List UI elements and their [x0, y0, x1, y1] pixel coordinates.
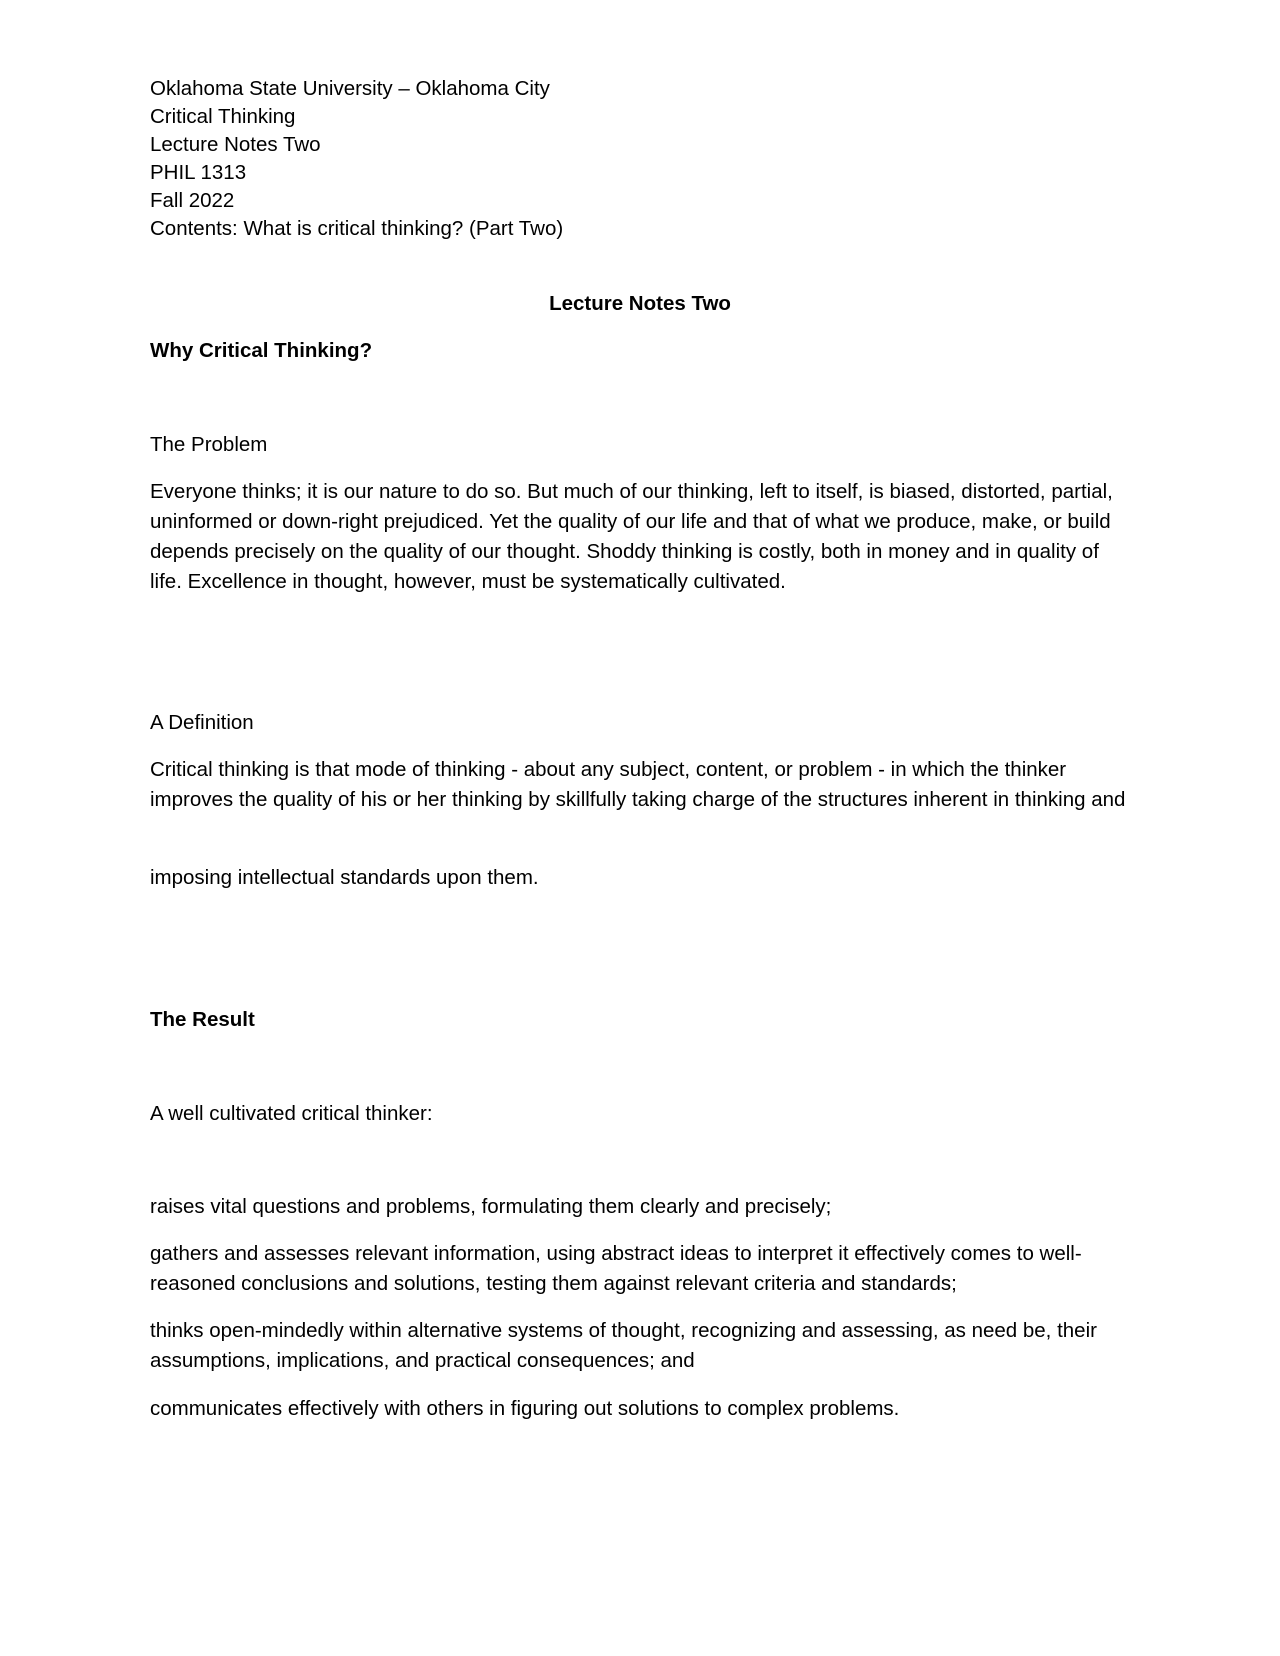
header-code: PHIL 1313 [150, 161, 247, 184]
problem-paragraph: Everyone thinks; it is our nature to do so. But much of our thinking, left to itself, is biased, distorted, partial, uninformed or down-right prejudiced. Yet the quality of our life and that of what we produce, make, or build depends precisely on the quality of our thought. Shoddy thinking is costly, both in money and in quality of life. Excellence in thought, however, must be systematically cultivated. [150, 480, 1113, 593]
header-course: Critical Thinking [150, 105, 296, 128]
list-item: communicates effectively with others in figuring out solutions to complex problems. [150, 1397, 900, 1420]
header-notes: Lecture Notes Two [150, 133, 321, 156]
definition-heading: A Definition [150, 711, 254, 734]
definition-paragraph: Critical thinking is that mode of thinking - about any subject, content, or problem - in which the thinker improves the quality of his or her thinking by skillfully taking charge of the structures inherent in thinking and [150, 758, 1126, 811]
list-item: gathers and assesses relevant information, using abstract ideas to interpret it effectively comes to well-reasoned conclusions and solutions, testing them against relevant criteria and standards; [150, 1242, 1082, 1295]
definition-paragraph-continued: imposing intellectual standards upon them. [150, 866, 539, 889]
list-item: thinks open-mindedly within alternative systems of thought, recognizing and assessing, as need be, their assumptions, implications, and practical consequences; and [150, 1319, 1097, 1372]
header-contents: Contents: What is critical thinking? (Part Two) [150, 217, 564, 240]
result-heading: The Result [150, 1008, 255, 1031]
result-intro: A well cultivated critical thinker: [150, 1102, 433, 1125]
header-term: Fall 2022 [150, 189, 235, 212]
document-title: Lecture Notes Two [549, 292, 731, 315]
section-heading-why: Why Critical Thinking? [150, 339, 373, 362]
problem-heading: The Problem [150, 433, 268, 456]
header-institution: Oklahoma State University – Oklahoma City [150, 77, 550, 100]
list-item: raises vital questions and problems, formulating them clearly and precisely; [150, 1195, 832, 1218]
